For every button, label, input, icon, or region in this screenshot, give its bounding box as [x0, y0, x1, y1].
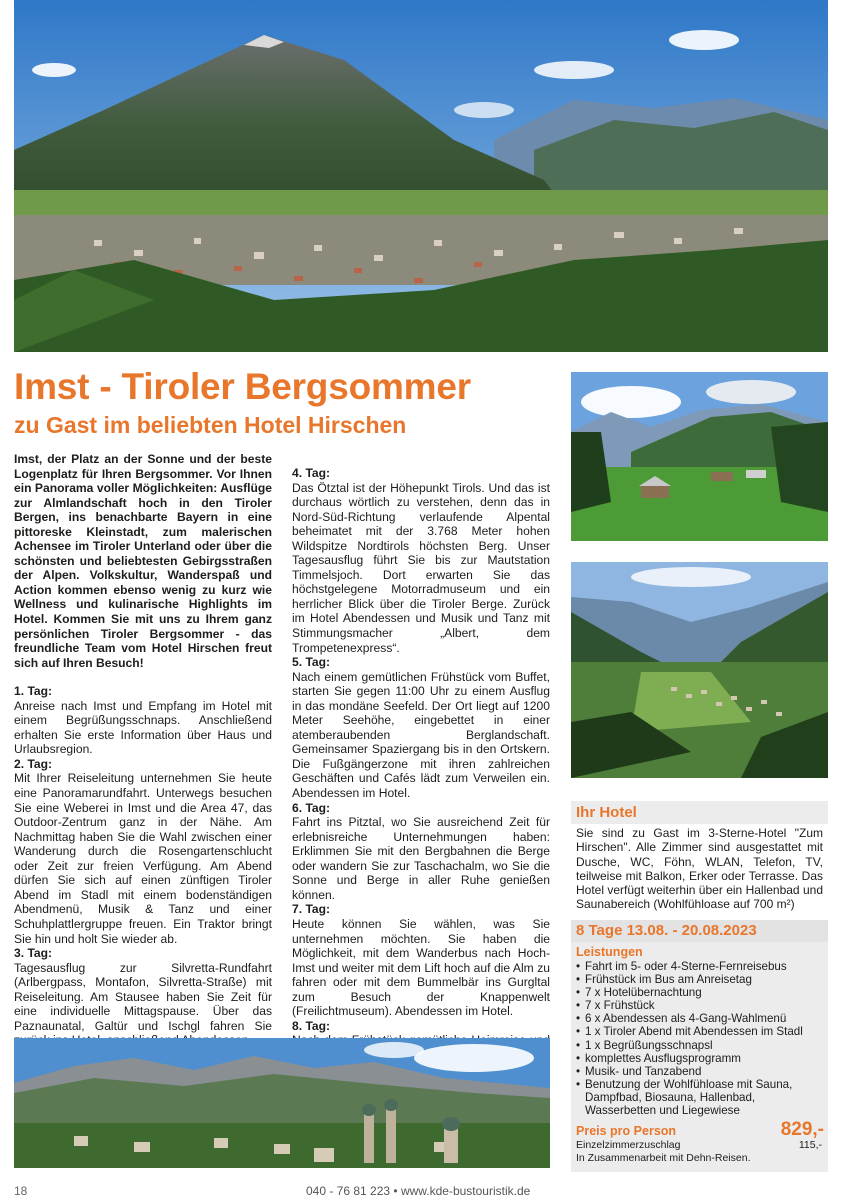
price-value: 829,-	[780, 1119, 824, 1141]
text-column-right	[292, 452, 550, 1062]
page-subtitle: zu Gast im beliebten Hotel Hirschen	[14, 412, 407, 438]
day-text: Das Ötztal ist der Höhepunkt Tirols. Und das ist durchaus wörtlich zu verstehen, denn das in Nord-Süd-Richtung verlaufende Alpental beheimatet mit der 3.768 Meter hohen Wildspitze Nordtirols höchsten Berg. Unser Tagesausflug führt Sie bis zur Mautstation Timmelsjoch. Dort erwarten Sie das höchstgelegene Motorradmuseum und ein herrlicher Blick über die Tiroler Berge. Zurück im Hotel Abendessen und Musik und Tanz mit Stimmungsmacher „Albert, dem Trompetenexpress“.	[292, 480, 550, 655]
day-label: 6. Tag:	[292, 800, 331, 815]
single-room-row	[571, 1139, 828, 1152]
hotel-info-box	[571, 801, 828, 912]
service-item: • Frühstück im Bus am Anreisetag	[576, 973, 824, 986]
service-item: • 1 x Begrüßungsschnapsl	[576, 1039, 824, 1052]
day-text: Anreise nach Imst und Empfang im Hotel mit einem Begrüßungsschnaps. Anschließend erhalten Sie erste Information über Haus und Urlaubsregion.	[14, 698, 272, 757]
service-item: • 7 x Hotelübernachtung	[576, 986, 824, 999]
day-text: Heute können Sie wählen, was Sie unternehmen möchten. Sie haben die Möglichkeit, mit dem Wanderbus nach Hoch-Imst und weiter mit dem Lift hoch auf die Alm zu fahren oder mit dem Bummelbär ins Gurgltal zum Besuch der Knappenwelt (Freilichtmuseum). Abendessen im Hotel.	[292, 916, 550, 1019]
service-item: • Benutzung der Wohlfühloase mit Sauna, Dampfbad, Biosauna, Hallenbad, Wasserbetten und Liegewiese	[576, 1078, 824, 1117]
footer-contact: 040 - 76 81 223 • www.kde-bustouristik.de	[306, 1184, 531, 1198]
day-text: Tagesausflug zur Silvretta-Rundfahrt (Arlbergpass, Montafon, Silvretta-Straße) mit Reiseleitung. Am Stausee haben Sie Zeit für eine individuelle Mittagspause. Über das Paznaunatal, Galtür und Ischgl fahren Sie	[14, 960, 272, 1033]
service-item: • Musik- und Tanzabend	[576, 1065, 824, 1078]
day-label: 3. Tag:	[14, 946, 53, 961]
photo-valley	[571, 562, 828, 778]
single-room-price: 115,-	[798, 1139, 822, 1152]
page-title: Imst - Tiroler Bergsommer	[14, 366, 471, 407]
day-label: 7. Tag:	[292, 902, 331, 917]
price-label: Preis pro Person	[576, 1124, 677, 1139]
service-item: • 6 x Abendessen als 4-Gang-Wahlmenü	[576, 1012, 824, 1025]
page-number: 18	[14, 1184, 28, 1198]
service-item: • 1 x Tiroler Abend mit Abendessen im Stadl	[576, 1025, 824, 1038]
hotel-description: Sie sind zu Gast im 3-Sterne-Hotel "Zum Hirschen". Alle Zimmer sind ausgestattet mit Dusche, WC, Föhn, WLAN, Telefon, TV, teilweise mit Balkon, Erker oder Terrasse. Das Hotel verfügt weiterhin über ein Hallenbad und Saunabereich (Wohlfühloase auf 700 m²)	[576, 826, 823, 912]
photo-alpine-meadow	[571, 372, 828, 541]
intro-paragraph: Imst, der Platz an der Sonne und der beste Logenplatz für Ihren Bergsommer. Vor Ihnen ein Panorama voller Möglichkeiten: Ausflüge zur Almlandschaft hoch in den Tiroler Bergen, ins benachbarte Bayern in eine pittoreske Kleinstadt, zum malerischen Achensee im Tiroler Unterland oder über die schönsten und beliebtesten Gebirgsstraßen der Alpen. Volkskultur, Wanderspaß und Action kommen ebenso wenig zu kurz wie Wellness und kulinarische Highlights im Hotel. Kommen Sie mit uns zu Ihrem ganz persönlichen Tiroler Bergsommer - das freundliche Team vom Hotel Hirschen freut sich auf Ihren Besuch!	[14, 452, 272, 670]
single-room-label: Einzelzimmerzuschlag	[576, 1139, 681, 1152]
hotel-heading: Ihr Hotel	[571, 801, 828, 824]
offer-box	[571, 920, 828, 1172]
day-label: 1. Tag:	[14, 684, 53, 699]
service-item: • Fahrt im 5- oder 4-Sterne-Fernreisebus	[576, 960, 824, 973]
day-label: 4. Tag:	[292, 466, 331, 480]
day-text: Fahrt ins Pitztal, wo Sie ausreichend Zeit für erlebnisreiche Unternehmungen haben: Erklimmen Sie mit den Bergbahnen die Berge oder wandern Sie zur Taschachalm, wo Sie die Sonne und Berge in aller Ruhe genießen können.	[292, 815, 550, 902]
text-column-left	[14, 452, 272, 1034]
day-text: Nach einem gemütlichen Frühstück vom Buffet, starten Sie gegen 11:00 Uhr zu einem Ausflug in das mondäne Seefeld. Der Ort liegt auf 1200 Meter Seehöhe, eingebettet in einer atemberaubenden Berglandschaft. Gemeinsamer Spaziergang bis in den Ortskern. Die Fußgängerzone mit ihren zahlreichen Geschäften und Cafés lädt zum Verweilen ein. Abendessen im Hotel.	[292, 669, 550, 801]
services-list	[571, 960, 828, 1117]
services-heading: Leistungen	[576, 945, 643, 959]
service-item: • 7 x Frühstück	[576, 999, 824, 1012]
travel-dates: 8 Tage 13.08. - 20.08.2023	[571, 920, 828, 942]
price-row	[571, 1121, 828, 1139]
day-label: 2. Tag:	[14, 756, 53, 771]
hero-photo-imst-panorama	[14, 0, 828, 352]
cooperation-note: In Zusammenarbeit mit Dehn-Reisen.	[576, 1152, 751, 1165]
day-label: 5. Tag:	[292, 655, 331, 670]
day-label: 8. Tag:	[292, 1018, 331, 1033]
day-text: Mit Ihrer Reiseleitung unternehmen Sie heute eine Panoramarundfahrt. Unterwegs besuchen Sie eine Weberei in Imst und die Area 47, das Outdoor-Zentrum ganz in der Nähe. Am Nachmittag haben Sie die Wahl zwischen einer Wanderung durch die Rosengartenschlucht oder Zeit zur freien Verfügung. Am Abend dürfen Sie sich auf einen zünftigen Tiroler Abend im Stadl mit einem bodenständigen Abendmenü, Musik & Tanz und einer Schuhplattlergruppe freuen. Ein Traktor bringt Sie hin und holt Sie wieder ab.	[14, 771, 272, 946]
service-item: • komplettes Ausflugsprogramm	[576, 1052, 824, 1065]
photo-town-panorama	[14, 1038, 550, 1168]
